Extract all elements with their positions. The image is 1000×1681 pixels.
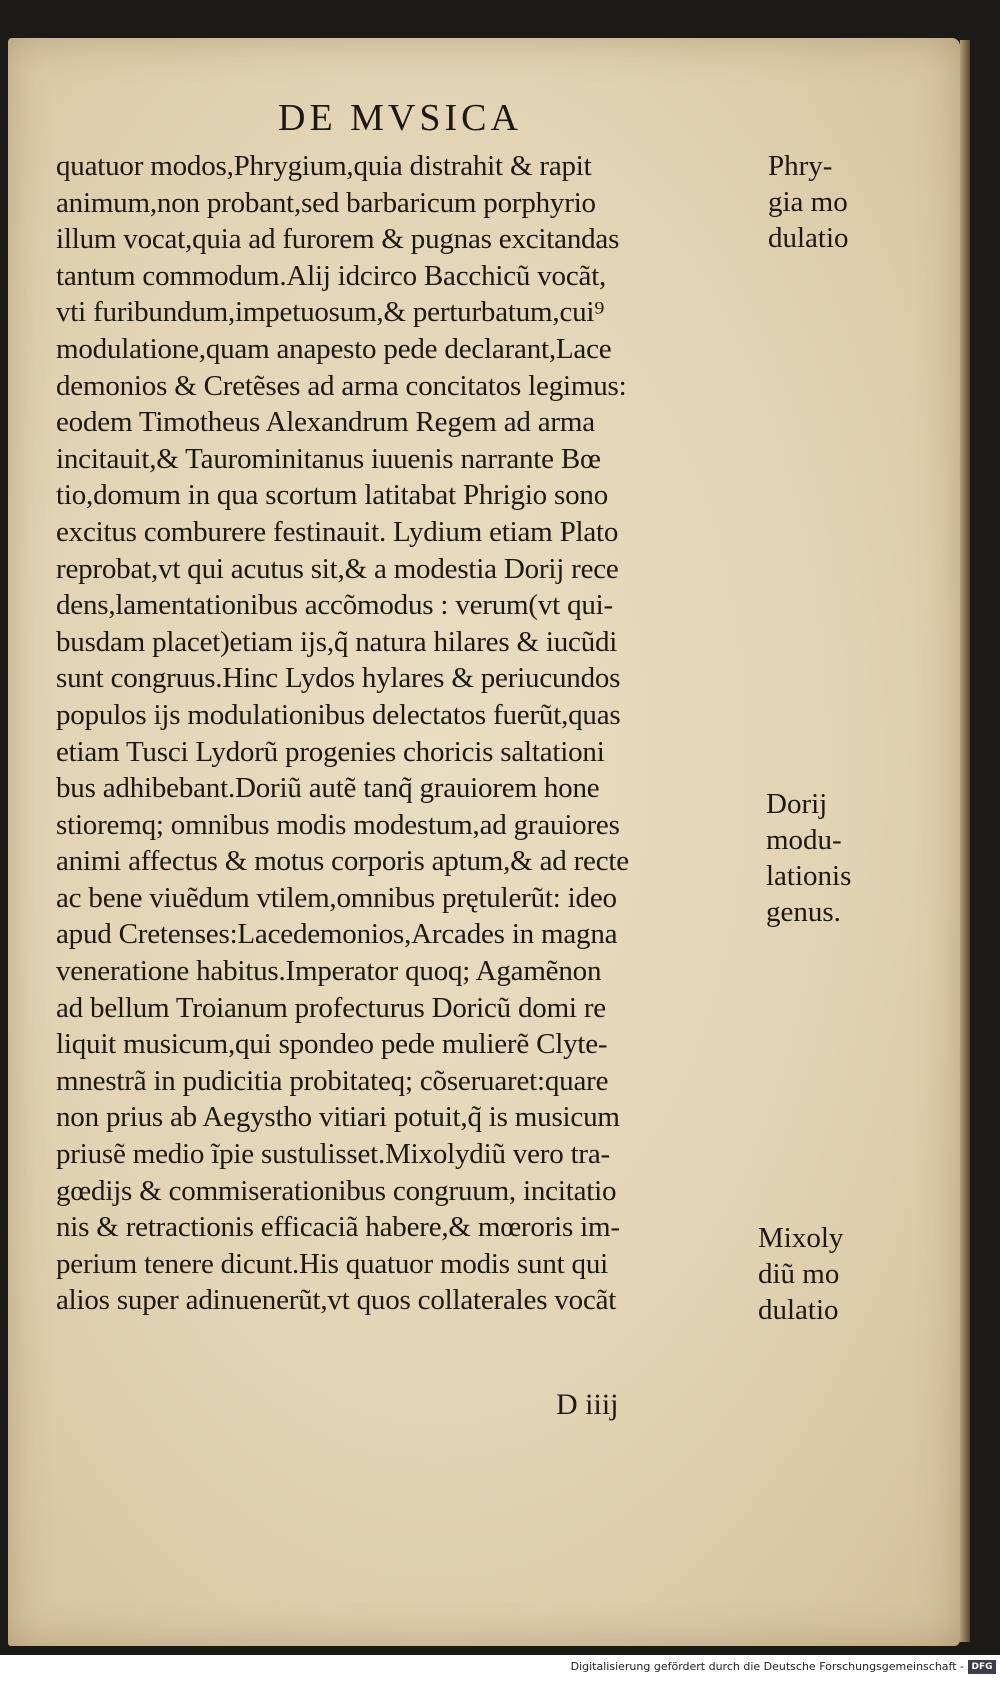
body-text: [56, 148, 756, 1319]
text-line: apud Cretenses:Lacedemonios,Arcades in magna: [56, 918, 618, 951]
text-line: quatuor modos,Phrygium,quia distrahit & rapit: [56, 150, 592, 182]
running-head: DE MVSICA: [278, 97, 522, 139]
text-line: reprobat,vt qui acutus sit,& a modestia Dorij rece: [56, 552, 619, 585]
digitization-footer: [0, 1655, 1000, 1681]
text-line: excitus comburere festinauit. Lydium etiam Plato: [56, 515, 619, 548]
text-line: ac bene viuẽdum vtilem,omnibus prętulerũt: ideo: [56, 881, 617, 914]
text-line: animum,non probant,sed barbaricum porphyrio: [56, 186, 596, 219]
text-line: alios super adinuenerũt,vt quos collaterales vocãt: [56, 1284, 617, 1317]
marginal-note-line: Dorij: [766, 788, 828, 820]
text-line: tantum commodum.Alij idcirco Bacchicũ vocãt,: [56, 259, 607, 292]
marginal-note-line: dulatio: [758, 1294, 839, 1326]
marginal-note-line: diũ mo: [758, 1258, 840, 1290]
text-line: animi affectus & motus corporis aptum,& ad recte: [56, 845, 629, 878]
page-edge: [960, 40, 970, 1642]
text-line: tio,domum in qua scortum latitabat Phrigio sono: [56, 479, 609, 512]
text-line: vti furibundum,impetuosum,& perturbatum,cui⁹: [56, 296, 605, 329]
text-line: populos ijs modulationibus delectatos fuerũt,quas: [56, 698, 621, 731]
marginal-note-dorij: [766, 786, 851, 930]
text-line: etiam Tusci Lydorũ progenies choricis saltationi: [56, 735, 605, 768]
marginal-note-phrygia: [768, 148, 849, 256]
text-line: perium tenere dicunt.His quatuor modis sunt qui: [56, 1247, 608, 1280]
text-line: mnestrã in pudicitia probitateq; cõseruaret:quare: [56, 1064, 609, 1097]
marginal-note-line: modu-: [766, 824, 842, 856]
text-line: gœdijs & commiserationibus congruum, incitatio: [56, 1174, 617, 1207]
marginal-note-mixolydium: [758, 1220, 843, 1328]
text-line: eodem Timotheus Alexandrum Regem ad arma: [56, 406, 595, 439]
text-line: sunt congruus.Hinc Lydos hylares & periucundos: [56, 662, 621, 695]
text-line: dens,lamentationibus accõmodus : verum(vt qui-: [56, 589, 613, 622]
text-line: bus adhibebant.Doriũ autẽ tanq̃ grauiorem hone: [56, 772, 600, 805]
marginal-note-line: genus.: [766, 896, 841, 928]
text-line: ad bellum Troianum profecturus Doricũ domi re: [56, 991, 606, 1024]
text-line: liquit musicum,qui spondeo pede mulierẽ Clyte-: [56, 1028, 608, 1061]
text-line: illum vocat,quia ad furorem & pugnas excitandas: [56, 223, 620, 256]
text-line: veneratione habitus.Imperator quoq; Agamẽnon: [56, 955, 602, 988]
text-line: incitauit,& Taurominitanus iuuenis narrante Bœ: [56, 442, 601, 475]
marginal-note-line: gia mo: [768, 186, 848, 218]
text-line: modulatione,quam anapesto pede declarant,Lace: [56, 332, 612, 365]
marginal-note-line: Phry-: [768, 150, 833, 182]
text-line: priusẽ medio ĩpie sustulisset.Mixolydiũ vero tra-: [56, 1138, 611, 1171]
marginal-note-line: dulatio: [768, 222, 849, 254]
dfg-logo: DFG: [968, 1660, 996, 1674]
text-line: busdam placet)etiam ijs,q̃ natura hilares & iucũdi: [56, 625, 618, 658]
footer-credit: Digitalisierung gefördert durch die Deutsche Forschungsgemeinschaft -: [570, 1660, 964, 1673]
marginal-note-line: lationis: [766, 860, 852, 892]
marginal-note-line: Mixoly: [758, 1222, 844, 1254]
text-line: nis & retractionis efficaciã habere,& mœroris im-: [56, 1211, 620, 1244]
signature-mark: D iiij: [556, 1388, 619, 1421]
text-line: non prius ab Aegystho vitiari potuit,q̃ is musicum: [56, 1101, 620, 1134]
text-line: stioremq; omnibus modis modestum,ad grauiores: [56, 808, 620, 841]
text-line: demonios & Cretẽses ad arma concitatos legimus:: [56, 369, 627, 402]
